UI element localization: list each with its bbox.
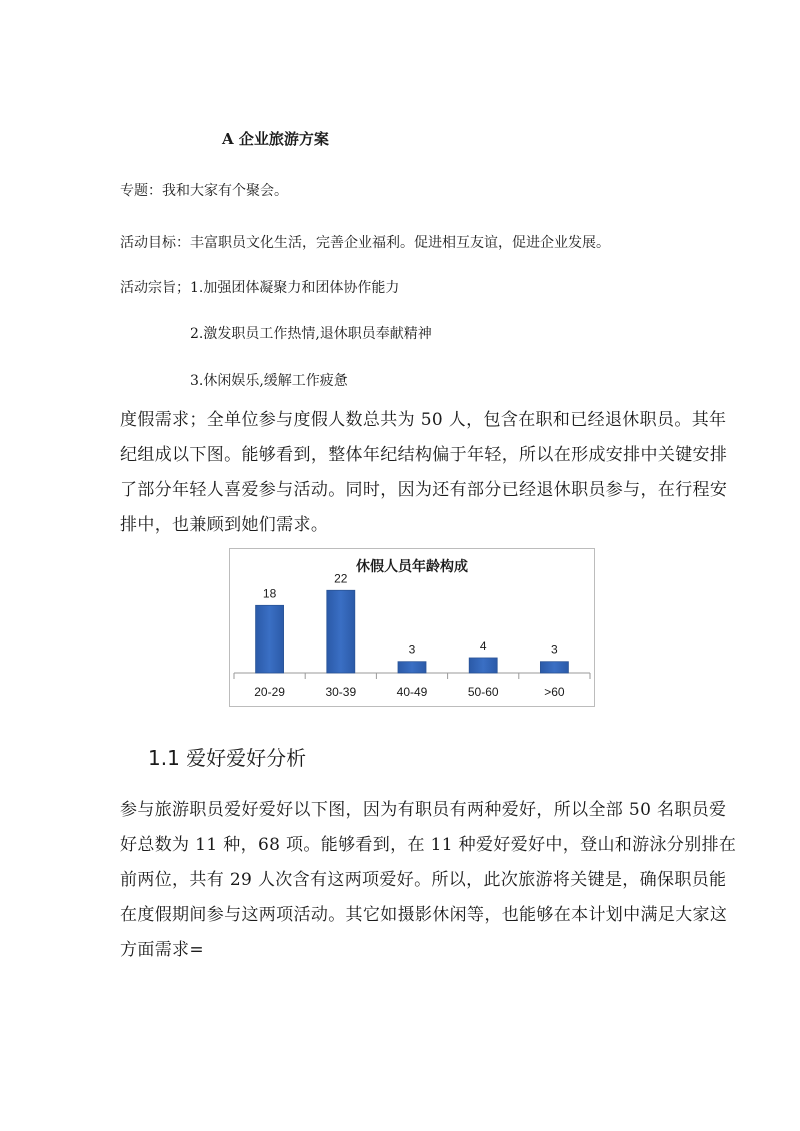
section-heading: 1.1 爱好爱好分析 xyxy=(148,746,307,770)
paragraph-line: 了部分年轻人喜爱参与活动。同时，因为还有部分已经退休职员参与，在行程安 xyxy=(120,480,728,500)
purpose-item-2: 2.激发职员工作热情,退休职员奉献精神 xyxy=(190,326,432,342)
age-chart-svg xyxy=(230,549,594,706)
vacation-needs-paragraph xyxy=(120,403,728,543)
tick-label-40-49: 40-49 xyxy=(396,685,428,699)
tick-label-30-39: 30-39 xyxy=(325,685,357,699)
bar-50-60 xyxy=(469,658,497,673)
bar->60 xyxy=(540,662,568,673)
tick-label->60: >60 xyxy=(544,685,565,699)
purpose-item-1: 1.加强团体凝聚力和团体协作能力 xyxy=(190,280,400,296)
purpose-label: 活动宗旨； xyxy=(120,280,190,296)
data-label-50-60: 4 xyxy=(479,638,487,653)
bar-40-49 xyxy=(398,662,426,673)
bar-20-29 xyxy=(256,605,284,673)
paragraph-line: 排中，也兼顾到她们需求。 xyxy=(120,515,329,535)
paragraph-line: 纪组成以下图。能够看到，整体年纪结构偏于年轻，所以在形成安排中关键安排 xyxy=(120,445,728,465)
hobby-analysis-paragraph xyxy=(120,793,737,968)
document-title: A 企业旅游方案 xyxy=(222,130,329,148)
paragraph-line: 方面需求= xyxy=(120,940,204,960)
tick-label-20-29: 20-29 xyxy=(254,685,285,699)
paragraph-line: 在度假期间参与这两项活动。其它如摄影休闲等，也能够在本计划中满足大家这 xyxy=(120,905,728,925)
paragraph-line: 参与旅游职员爱好爱好以下图，因为有职员有两种爱好，所以全部 50 名职员爱 xyxy=(120,800,727,820)
topic-line: 专题：我和大家有个聚会。 xyxy=(120,183,288,199)
paragraph-line: 好总数为 11 种，68 项。能够看到，在 11 种爱好爱好中，登山和游泳分别排在 xyxy=(120,835,737,855)
data-label->60: 3 xyxy=(551,642,558,657)
bar-30-39 xyxy=(327,590,355,673)
data-label-40-49: 3 xyxy=(408,642,416,657)
purpose-item-3: 3.休闲娱乐,缓解工作疲惫 xyxy=(190,373,348,389)
age-chart xyxy=(229,548,595,707)
data-label-20-29: 18 xyxy=(262,586,277,601)
paragraph-line: 前两位，共有 29 人次含有这两项爱好。所以，此次旅游将关键是，确保职员能 xyxy=(120,870,727,890)
goal-line: 活动目标：丰富职员文化生活，完善企业福利。促进相互友谊，促进企业发展。 xyxy=(120,235,610,251)
data-label-30-39: 22 xyxy=(334,571,348,586)
tick-label-50-60: 50-60 xyxy=(467,685,499,699)
chart-title: 休假人员年龄构成 xyxy=(356,558,468,574)
paragraph-line: 度假需求；全单位参与度假人数总共为 50 人，包含在职和已经退休职员。其年 xyxy=(120,410,727,430)
